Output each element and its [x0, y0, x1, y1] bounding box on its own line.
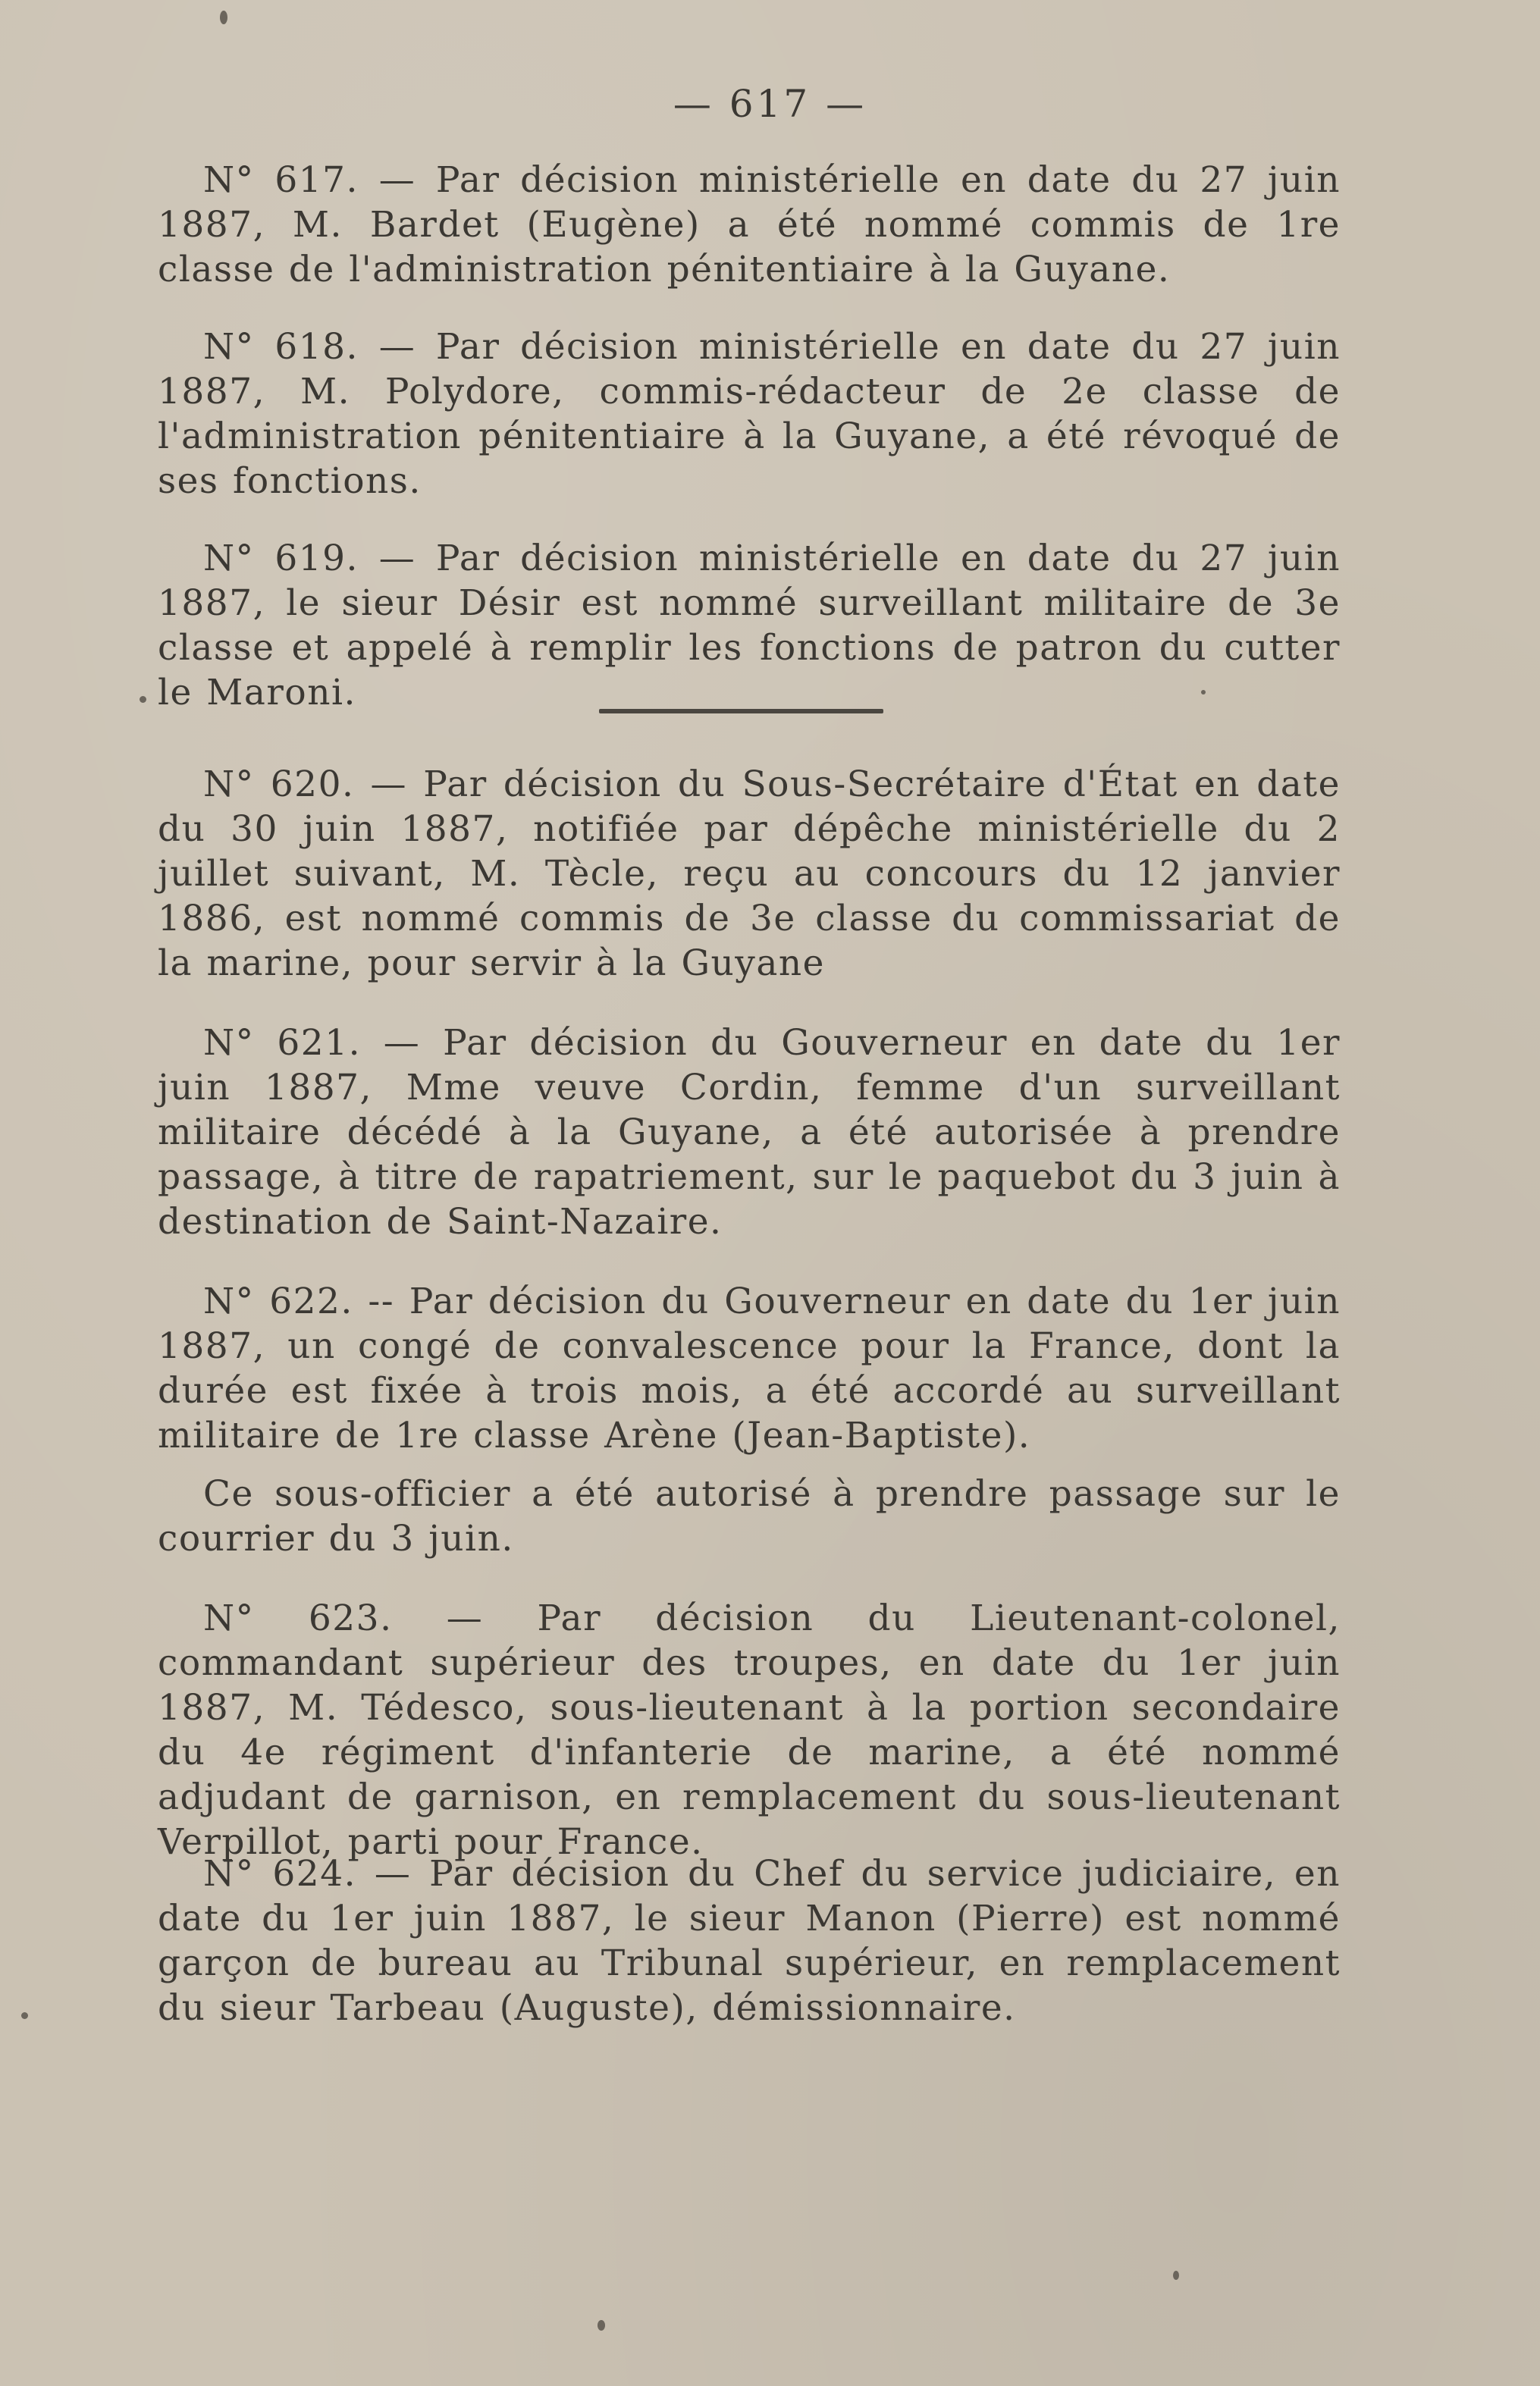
page-number-header: — 617 —	[673, 82, 867, 126]
ink-speck	[220, 11, 227, 24]
entry-622: N° 622. -- Par décision du Gouverneur en date du 1er juin 1887, un congé de convalescence pour la France, dont la durée est fixée à trois mois, a été accordé au surveillant militaire de 1re classe Arène (Jean-Baptiste).	[158, 1281, 1341, 1456]
section-divider-rule	[599, 709, 883, 713]
entry-618: N° 618. — Par décision ministérielle en date du 27 juin 1887, M. Polydore, commis-rédacteur de 2e classe de l'administration pénitentiaire à la Guyane, a été révoqué de ses fonctions.	[158, 326, 1341, 502]
entry-623: N° 623. — Par décision du Lieutenant-colonel, commandant supérieur des troupes, en date du 1er juin 1887, M. Tédesco, sous-lieutenant à la portion secondaire du 4e régiment d'infanterie de marine, a été nommé adjudant de garnison, en remplacement du sous-lieutenant Verpillot, parti pour France.	[158, 1597, 1341, 1863]
ink-speck	[140, 696, 146, 703]
ink-speck	[597, 2320, 605, 2331]
entry-619: N° 619. — Par décision ministérielle en date du 27 juin 1887, le sieur Désir est nommé surveillant militaire de 3e classe et appelé à remplir les fonctions de patron du cutter le Maroni.	[158, 538, 1341, 713]
entry-624: N° 624. — Par décision du Chef du service judiciaire, en date du 1er juin 1887, le sieur Manon (Pierre) est nommé garçon de bureau au Tribunal supérieur, en remplacement du sieur Tarbeau (Auguste), démissionnaire.	[158, 1853, 1341, 2029]
entry-621: N° 621. — Par décision du Gouverneur en date du 1er juin 1887, Mme veuve Cordin, femme d'un surveillant militaire décédé à la Guyane, a été autorisée à prendre passage, à titre de rapatriement, sur le paquebot du 3 juin à destination de Saint-Nazaire.	[158, 1022, 1341, 1243]
ink-speck	[1201, 690, 1206, 694]
entry-622-note: Ce sous-officier a été autorisé à prendre passage sur le courrier du 3 juin.	[158, 1473, 1341, 1560]
ink-speck	[21, 2012, 28, 2019]
entry-620: N° 620. — Par décision du Sous-Secrétaire d'État en date du 30 juin 1887, notifiée par dépêche ministérielle du 2 juillet suivant, M. Tècle, reçu au concours du 12 janvier 1886, est nommé commis de 3e classe du commissariat de la marine, pour servir à la Guyane	[158, 763, 1341, 984]
ink-speck	[1173, 2271, 1179, 2280]
entry-617: N° 617. — Par décision ministérielle en date du 27 juin 1887, M. Bardet (Eugène) a été nommé commis de 1re classe de l'administration pénitentiaire à la Guyane.	[158, 159, 1341, 290]
